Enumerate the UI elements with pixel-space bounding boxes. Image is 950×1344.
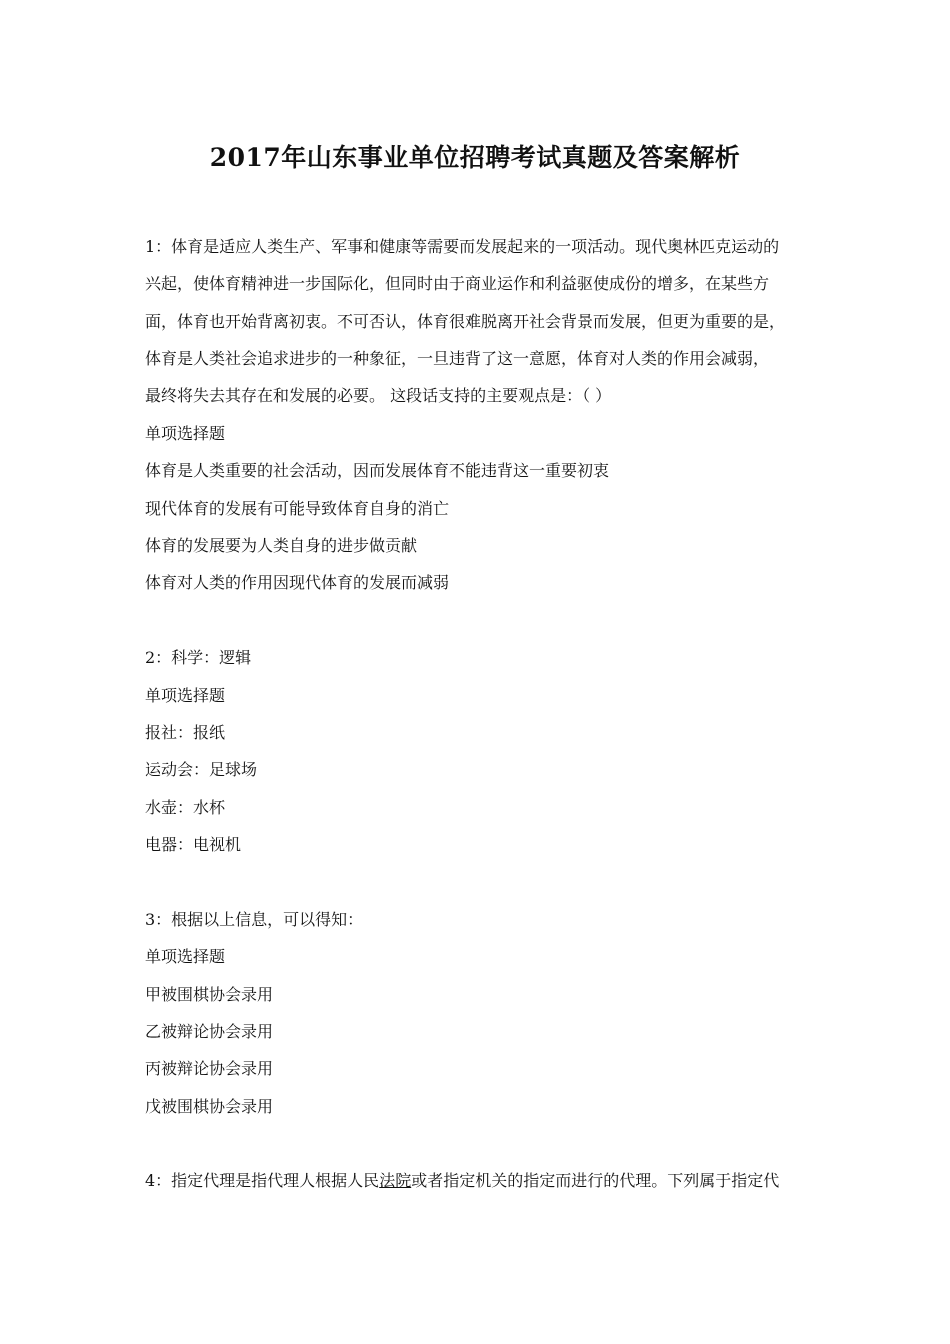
q2-option: 运动会：足球场 — [145, 760, 258, 779]
q2-option: 水壶：水杯 — [145, 798, 226, 817]
q3-stem-line: 3：根据以上信息，可以得知： — [145, 910, 364, 929]
q4-stem-text: 4：指定代理是指代理人根据人民 — [145, 1171, 380, 1190]
q1-stem-line: 体育是人类社会追求进步的一种象征，一旦违背了这一意愿，体育对人类的作用会减弱， — [145, 349, 770, 368]
document-title: 2017年山东事业单位招聘考试真题及答案解析 — [209, 143, 741, 172]
court-link[interactable]: 法院 — [379, 1171, 412, 1190]
q1-question-type: 单项选择题 — [145, 424, 226, 443]
q3-question-type: 单项选择题 — [145, 947, 226, 966]
q2-question-type: 单项选择题 — [145, 686, 226, 705]
q1-option: 现代体育的发展有可能导致体育自身的消亡 — [145, 499, 450, 518]
q1-option: 体育的发展要为人类自身的进步做贡献 — [145, 536, 418, 555]
q4-stem-text: 或者指定机关的指定而进行的代理。下列属于指定代 — [411, 1171, 780, 1190]
q1-stem-line: 面，体育也开始背离初衷。不可否认，体育很难脱离开社会背景而发展，但更为重要的是， — [145, 312, 786, 331]
q1-option: 体育对人类的作用因现代体育的发展而减弱 — [145, 573, 450, 592]
q1-option: 体育是人类重要的社会活动，因而发展体育不能违背这一重要初衷 — [145, 461, 610, 480]
q1-stem-line: 兴起，使体育精神进一步国际化，但同时由于商业运作和利益驱使成份的增多，在某些方 — [145, 274, 770, 293]
q2-stem-line: 2：科学：逻辑 — [145, 648, 252, 667]
q3-option: 甲被围棋协会录用 — [145, 985, 274, 1004]
q1-stem-line: 最终将失去其存在和发展的必要。 这段话支持的主要观点是：（ ） — [145, 386, 612, 405]
q2-option: 电器：电视机 — [145, 835, 242, 854]
q4-stem-line — [145, 1170, 779, 1192]
q1-stem-line: 1：体育是适应人类生产、军事和健康等需要而发展起来的一项活动。现代奥林匹克运动的 — [145, 237, 780, 256]
q3-option: 丙被辩论协会录用 — [145, 1059, 274, 1078]
q3-option: 乙被辩论协会录用 — [145, 1022, 274, 1041]
q3-option: 戊被围棋协会录用 — [145, 1097, 274, 1116]
q2-option: 报社：报纸 — [145, 723, 226, 742]
